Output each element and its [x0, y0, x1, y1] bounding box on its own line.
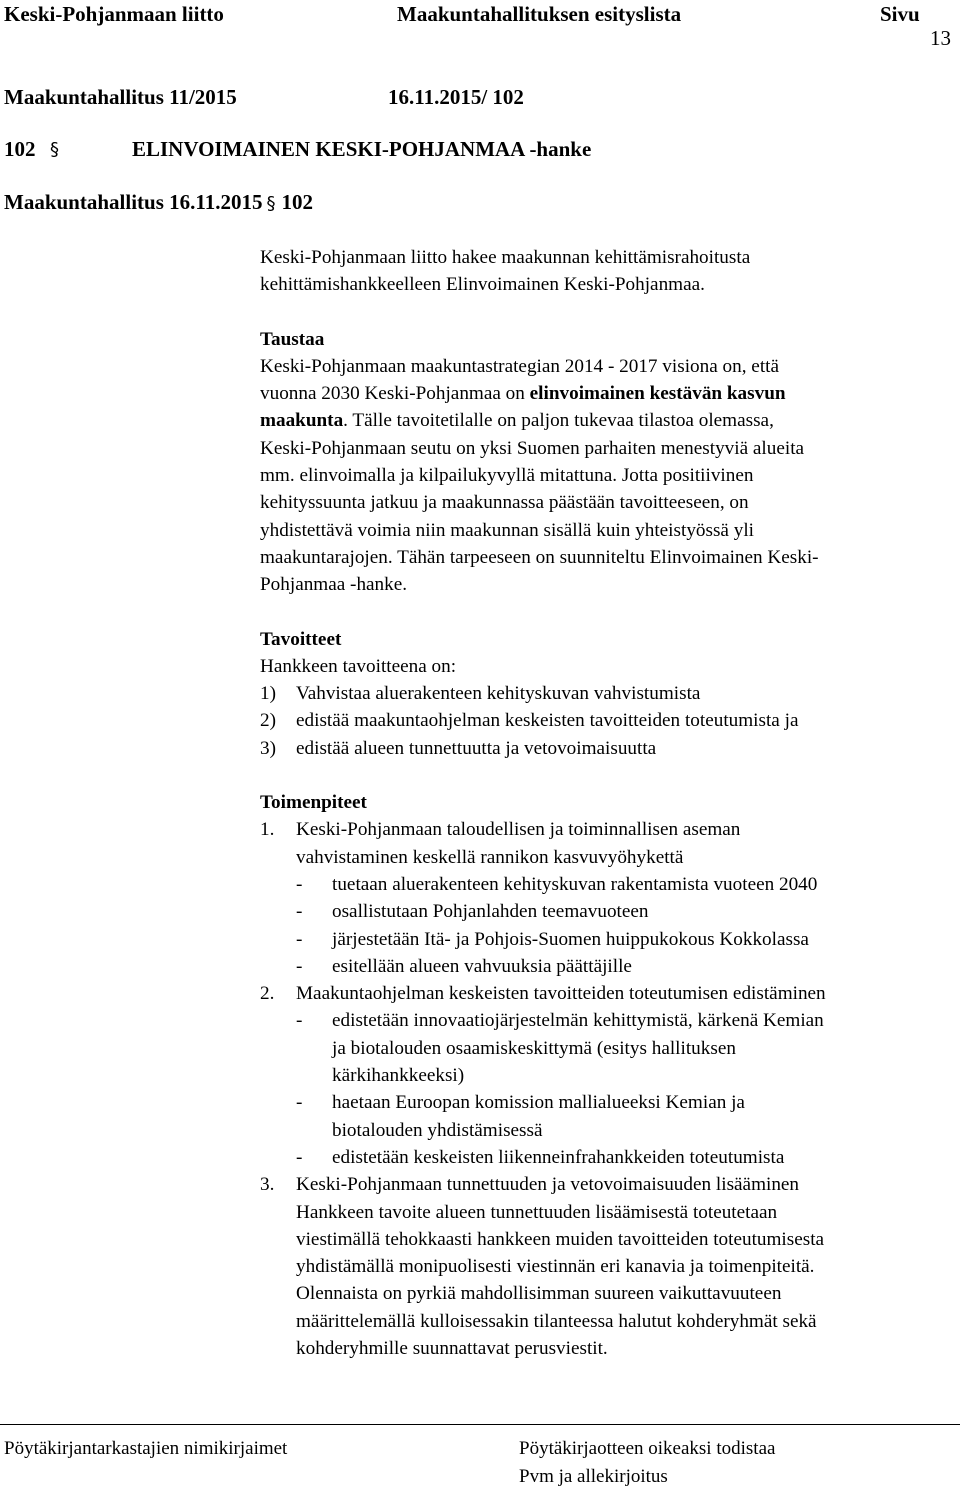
bullet-text: ja biotalouden osaamiskeskittymä (esitys hallituksen: [332, 1037, 736, 1059]
background-line: Pohjanmaa -hanke.: [260, 574, 408, 596]
goal-item: [260, 735, 960, 762]
spacer: [260, 599, 960, 626]
background-bold-text: maakunta: [260, 410, 344, 432]
bullet-text: edistetään keskeisten liikenneinfrahankkeiden toteutumista: [332, 1146, 785, 1168]
intro-line-2: kehittämishankkeelleen Elinvoimainen Keski-Pohjanmaa.: [260, 274, 705, 296]
action-bullet: [260, 1007, 960, 1034]
action-text: Olennaista on pyrkiä mahdollisimman suureen vaikuttavuuteen: [296, 1283, 782, 1305]
decision-ref: [4, 190, 313, 215]
decision-ref-number: 102: [281, 190, 313, 214]
background-line: yhdistettävä voimia niin maakunnan sisällä kuin yhteistyössä yli: [260, 519, 755, 541]
action-item-continued: [260, 1199, 960, 1226]
goal-text: edistää maakuntaohjelman keskeisten tavoitteiden toteutumista ja: [296, 710, 799, 732]
action-text: määrittelemällä kulloisessakin tilanteessa halutut kohderyhmät sekä: [296, 1310, 817, 1332]
action-num: 2.: [260, 983, 275, 1005]
action-item: [260, 1171, 960, 1198]
dash-marker: -: [296, 901, 303, 923]
background-line: maakuntarajojen. Tähän tarpeeseen on suunniteltu Elinvoimainen Keski-: [260, 546, 819, 568]
action-item: [260, 980, 960, 1007]
dash-marker: -: [296, 873, 303, 895]
footer-right-2: Pvm ja allekirjoitus: [519, 1466, 668, 1487]
action-bullet: [260, 1089, 960, 1116]
action-item-continued: [260, 1280, 960, 1307]
header-doc-type: Maakuntahallituksen esityslista: [397, 2, 682, 26]
action-text: kohderyhmille suunnattavat perusviestit.: [296, 1337, 608, 1359]
action-bullet-continued: [260, 1035, 960, 1062]
action-text: Keski-Pohjanmaan taloudellisen ja toiminnallisen aseman: [296, 819, 741, 841]
goal-text: Vahvistaa aluerakenteen kehityskuvan vahvistumista: [296, 683, 701, 705]
bullet-text: järjestetään Itä- ja Pohjois-Suomen huippukokous Kokkolassa: [332, 928, 809, 950]
background-text: . Tälle tavoitetilalle on paljon tukevaa tilastoa olemassa,: [343, 410, 774, 432]
actions-heading: Toimenpiteet: [260, 792, 367, 814]
action-text: Keski-Pohjanmaan tunnettuuden ja vetovoimaisuuden lisääminen: [296, 1174, 800, 1196]
goals-intro: Hankkeen tavoitteena on:: [260, 655, 457, 677]
dash-marker: -: [296, 1092, 303, 1114]
action-bullet: [260, 1144, 960, 1171]
bullet-text: esitellään alueen vahvuuksia päättäjille: [332, 955, 632, 977]
bullet-text: kärkihankkeeksi): [332, 1065, 465, 1087]
bullet-text: osallistutaan Pohjanlahden teemavuoteen: [332, 901, 649, 923]
dash-marker: -: [296, 955, 303, 977]
bullet-text: biotalouden yhdistämisessä: [332, 1119, 543, 1141]
action-bullet-continued: [260, 1117, 960, 1144]
background-line: kehityssuunta jatkuu ja maakunnassa päästään tavoitteeseen, on: [260, 492, 749, 514]
background-bold-text: elinvoimainen kestävän kasvun: [529, 383, 786, 405]
decision-section-symbol: §: [266, 193, 276, 214]
bullet-text: edistetään innovaatiojärjestelmän kehittymistä, kärkenä Kemian: [332, 1010, 824, 1032]
bullet-text: haetaan Euroopan komission mallialueeksi Kemian ja: [332, 1092, 745, 1114]
meeting-date-ref: 16.11.2015/ 102: [388, 85, 524, 109]
background-line: Keski-Pohjanmaan maakuntastrategian 2014 - 2017 visiona on, että: [260, 355, 779, 377]
item-title: ELINVOIMAINEN KESKI-POHJANMAA -hanke: [132, 137, 592, 161]
action-item-continued: [260, 1335, 960, 1362]
action-item-continued: [260, 1226, 960, 1253]
action-num: 3.: [260, 1174, 275, 1196]
dash-marker: -: [296, 928, 303, 950]
header-page-label: Sivu: [880, 2, 920, 26]
dash-marker: -: [296, 1146, 303, 1168]
footer-right-1: Pöytäkirjaotteen oikeaksi todistaa: [519, 1438, 776, 1459]
goal-text: edistää alueen tunnettuutta ja vetovoimaisuutta: [296, 737, 657, 759]
item-number: 102: [4, 137, 36, 161]
action-item-continued: [260, 1253, 960, 1280]
footer-left: Pöytäkirjantarkastajien nimikirjaimet: [4, 1438, 288, 1459]
dash-marker: -: [296, 1010, 303, 1032]
background-heading: Taustaa: [260, 328, 325, 350]
action-text: Maakuntaohjelman keskeisten tavoitteiden toteutumisen edistäminen: [296, 983, 826, 1005]
header-page-number: 13: [930, 26, 951, 50]
background-text: vuonna 2030 Keski-Pohjanmaa on: [260, 383, 530, 405]
action-bullet: [260, 926, 960, 953]
action-bullet: [260, 898, 960, 925]
action-text: yhdistämällä monipuolisesti viestinnän eri kanavia ja toimenpiteitä.: [296, 1256, 815, 1278]
meeting-board: Maakuntahallitus 11/2015: [4, 85, 237, 109]
spacer: [260, 762, 960, 789]
footer-rule: [0, 1424, 960, 1425]
goal-num: 1): [260, 683, 276, 705]
action-num: 1.: [260, 819, 275, 841]
action-text: viestimällä tehokkaasti hankkeen muiden tavoitteiden toteutumisesta: [296, 1228, 825, 1250]
intro-line-1: Keski-Pohjanmaan liitto hakee maakunnan kehittämisrahoitusta: [260, 247, 751, 268]
background-line: [260, 407, 960, 434]
action-item-continued: [260, 1308, 960, 1335]
action-text: Hankkeen tavoite alueen tunnettuuden lisäämisestä toteutetaan: [296, 1201, 778, 1223]
decision-ref-text: Maakuntahallitus 16.11.2015: [4, 190, 263, 214]
goal-num: 3): [260, 737, 276, 759]
content-column: [260, 244, 960, 1362]
background-line: mm. elinvoimalla ja kilpailukyvyllä mitattuna. Jotta positiivinen: [260, 465, 754, 487]
section-symbol: §: [50, 139, 59, 160]
goal-item: [260, 707, 960, 734]
action-bullet: [260, 953, 960, 980]
spacer: [260, 299, 960, 326]
action-bullet: [260, 871, 960, 898]
goals-heading: Tavoitteet: [260, 628, 342, 650]
background-line: Keski-Pohjanmaan seutu on yksi Suomen parhaiten menestyviä alueita: [260, 437, 805, 459]
action-item: [260, 816, 960, 843]
background-line: [260, 380, 960, 407]
action-item-continued: [260, 844, 960, 871]
header-org: Keski-Pohjanmaan liitto: [4, 2, 224, 26]
goal-num: 2): [260, 710, 276, 732]
action-bullet-continued: [260, 1062, 960, 1089]
action-text: vahvistaminen keskellä rannikon kasvuvyöhykettä: [296, 846, 684, 868]
bullet-text: tuetaan aluerakenteen kehityskuvan rakentamista vuoteen 2040: [332, 873, 818, 895]
goal-item: [260, 680, 960, 707]
